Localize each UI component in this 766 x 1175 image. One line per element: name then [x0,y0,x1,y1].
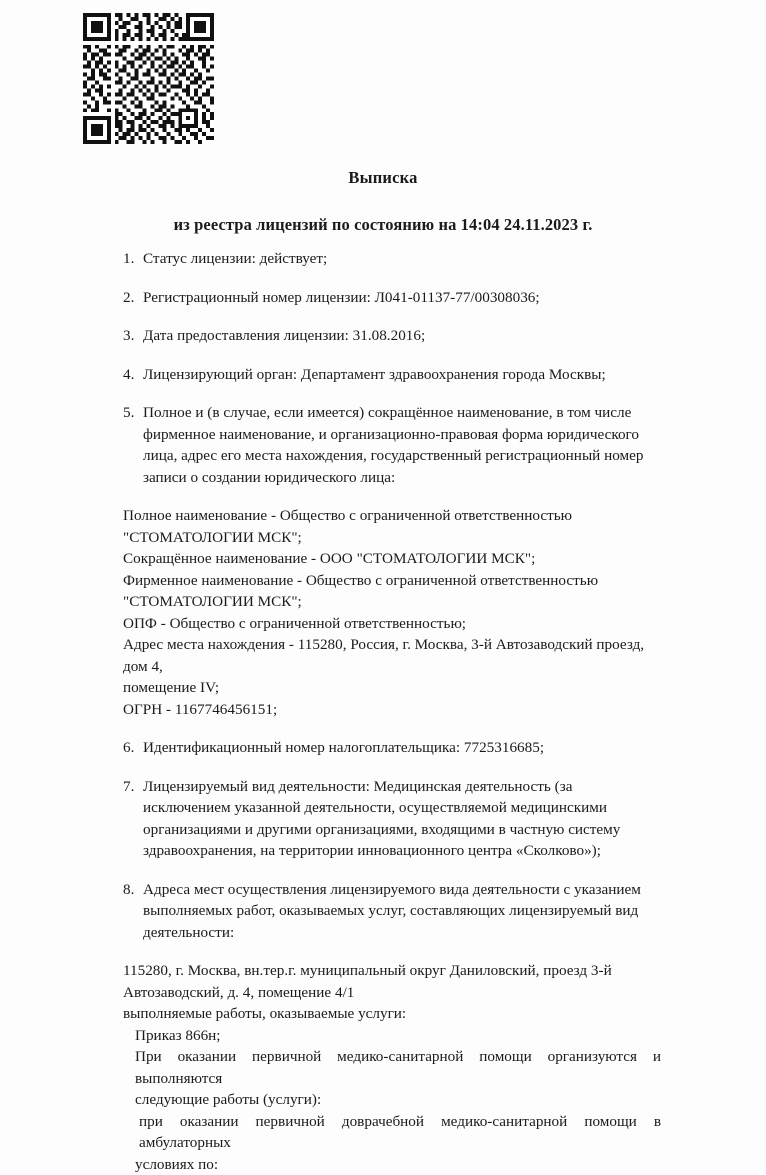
entity-details-block [123,505,661,720]
item-number: 5. [123,402,134,424]
activity-order-line: Приказ 866н; [123,1025,661,1047]
item-number: 2. [123,287,134,309]
item-number: 1. [123,248,134,270]
activity-work-line: условиях по: [123,1154,661,1175]
activity-works-header: выполняемые работы, оказываемые услуги: [123,1003,661,1025]
entity-detail-line: Полное наименование - Общество с ограниченной ответственностью [123,505,661,527]
list-item [123,287,661,309]
activity-work-line: следующие работы (услуги): [123,1089,661,1111]
list-item [123,325,661,347]
list-item [123,776,661,862]
item-number: 3. [123,325,134,347]
item-text: Лицензирующий орган: Департамент здравоохранения города Москвы; [143,364,661,386]
item-text: Регистрационный номер лицензии: Л041-01137-77/00308036; [143,287,661,309]
item-number: 6. [123,737,134,759]
activity-address-block [123,960,661,1175]
entity-detail-line: ОГРН - 1167746456151; [123,699,661,721]
title-block [0,168,766,235]
item-number: 7. [123,776,134,798]
item-text: Лицензируемый вид деятельности: Медицинская деятельность (за исключением указанной деятельности, осуществляемой медицинскими организациями и другими организациями, входящими в частную систему здравоохранения, на территории инновационного центра «Сколково»); [143,776,661,862]
list-item [123,737,661,759]
activity-work-line: при оказании первичной доврачебной медико-санитарной помощи в амбулаторных [123,1111,661,1154]
activity-address-line: 115280, г. Москва, вн.тер.г. муниципальный округ Даниловский, проезд 3-й [123,960,661,982]
qr-code-graphic [83,13,214,144]
entity-detail-line: помещение IV; [123,677,661,699]
list-item [123,248,661,270]
list-item [123,402,661,488]
page-title: Выписка [0,168,766,188]
activity-address-line: Автозаводский, д. 4, помещение 4/1 [123,982,661,1004]
item-text: Адреса мест осуществления лицензируемого вида деятельности с указанием выполняемых работ, оказываемых услуг, составляющих лицензируемый вид деятельности: [143,879,661,944]
qr-code-icon [83,13,214,144]
item-text: Идентификационный номер налогоплательщика: 7725316685; [143,737,661,759]
page-subtitle: из реестра лицензий по состоянию на 14:04 24.11.2023 г. [0,188,766,235]
list-item [123,364,661,386]
entity-detail-line: Фирменное наименование - Общество с ограниченной ответственностью [123,570,661,592]
entity-detail-line: Адрес места нахождения - 115280, Россия, г. Москва, 3-й Автозаводский проезд, дом 4, [123,634,661,677]
item-text: Дата предоставления лицензии: 31.08.2016; [143,325,661,347]
entity-detail-line: "СТОМАТОЛОГИИ МСК"; [123,527,661,549]
item-number: 4. [123,364,134,386]
list-item [123,879,661,944]
entity-detail-line: ОПФ - Общество с ограниченной ответственностью; [123,613,661,635]
document-body [123,248,661,1175]
entity-detail-line: "СТОМАТОЛОГИИ МСК"; [123,591,661,613]
entity-detail-line: Сокращённое наименование - ООО "СТОМАТОЛОГИИ МСК"; [123,548,661,570]
item-text: Полное и (в случае, если имеется) сокращённое наименование, в том числе фирменное наименование, и организационно-правовая форма юридического лица, адрес его места нахождения, государственный регистрационный номер записи о создании юридического лица: [143,402,661,488]
item-number: 8. [123,879,134,901]
item-text: Статус лицензии: действует; [143,248,661,270]
activity-work-line: При оказании первичной медико-санитарной помощи организуются и выполняются [123,1046,661,1089]
